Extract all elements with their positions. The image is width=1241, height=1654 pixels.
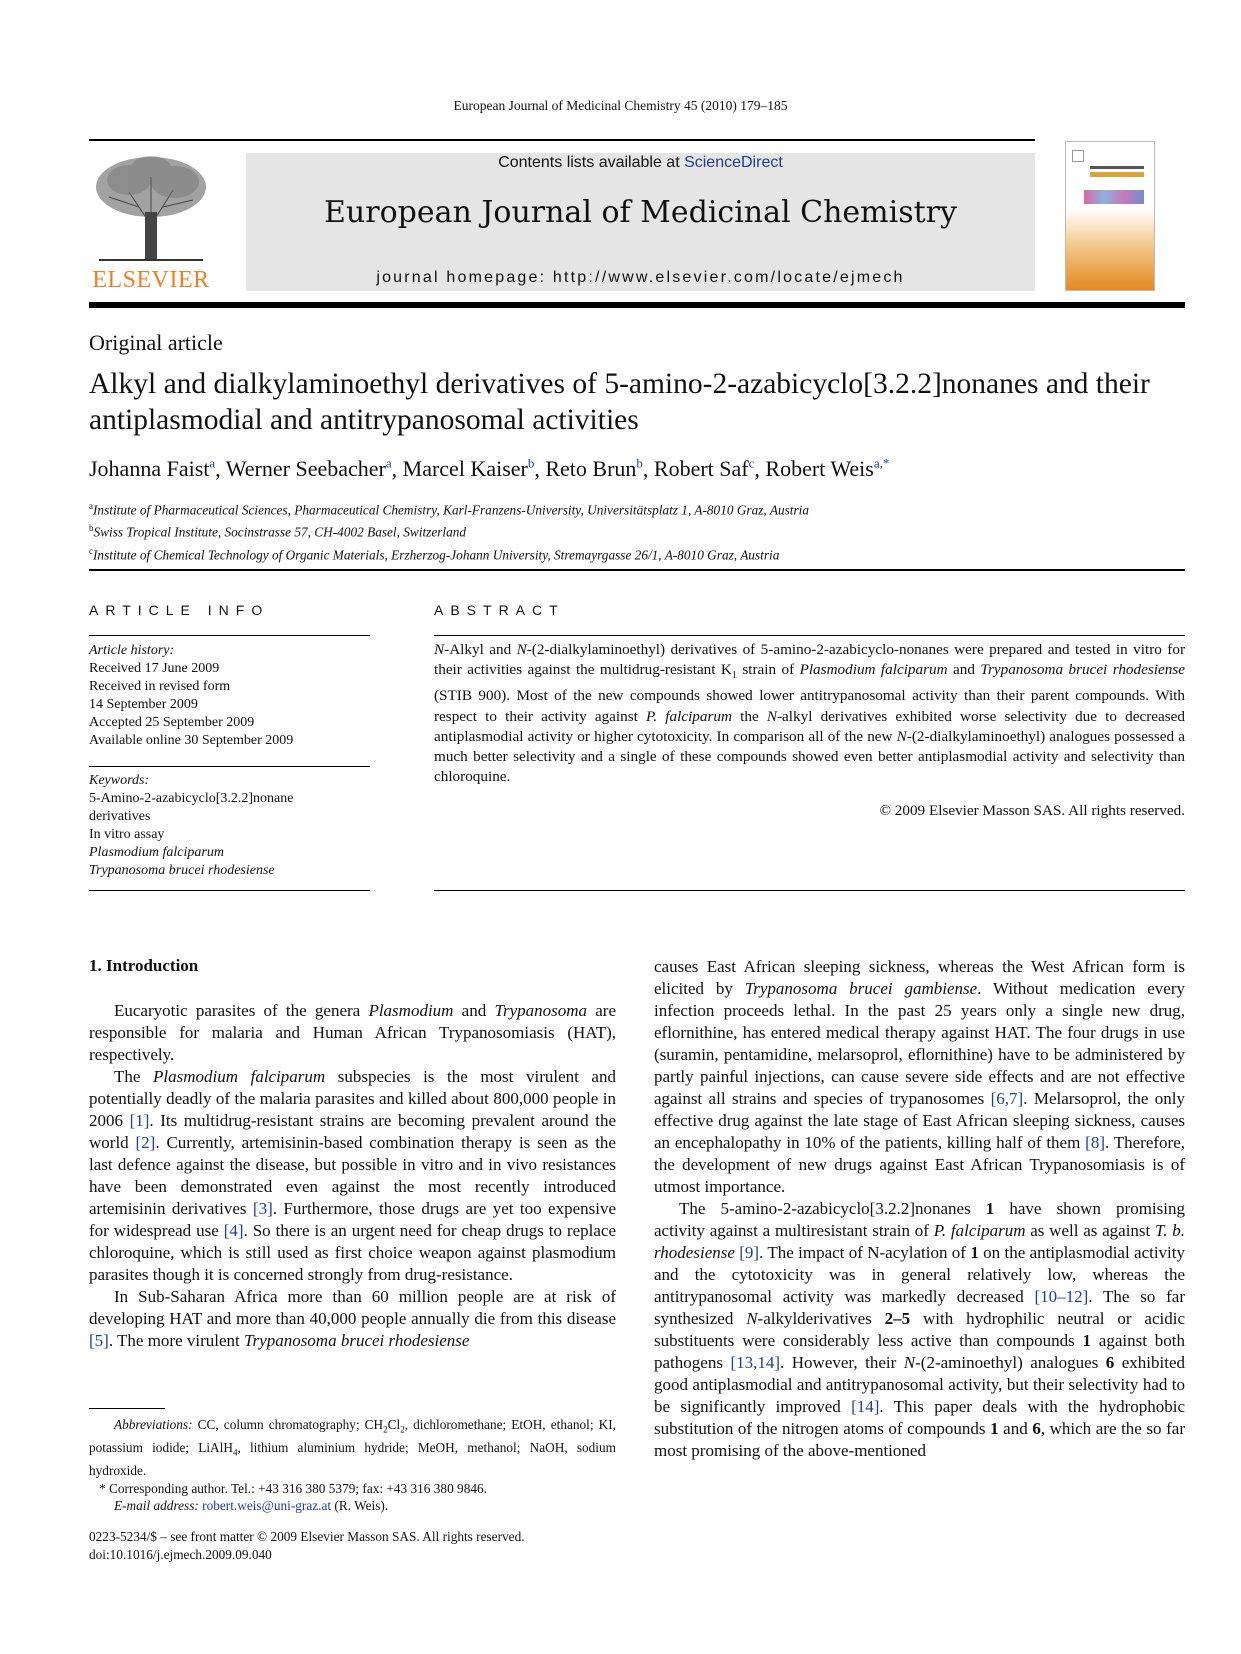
article-title: Alkyl and dialkylaminoethyl derivatives of 5-amino-2-azabicyclo[3.2.2]nonanes and their antiplasmodial and antitrypanosomal activities <box>89 368 1150 436</box>
footnotes <box>89 1416 616 1515</box>
paragraph: In Sub-Saharan Africa more than 60 million people are at risk of developing HAT and more than 40,000 people annually die from this disease [5]. The more virulent Trypanosoma brucei rhodesiense <box>89 1287 616 1350</box>
citation-link[interactable]: [2] <box>135 1133 156 1152</box>
author: Reto Brun$^b$ <box>545 456 643 482</box>
history-item: Received 17 June 2009 <box>89 661 220 676</box>
author: Robert Saf$^c$ <box>653 456 755 482</box>
author-list: Johanna Faist$^a$, Werner Seebacher$^a$, Marcel Kaiser$^b$, Reto Brun$^b$, Robert Saf$^c$, Robert Weis$^{a,*}$ <box>89 456 890 482</box>
front-matter-line: 0223-5234/$ – see front matter © 2009 Elsevier Masson SAS. All rights reserved. <box>89 1529 525 1544</box>
paragraph: Eucaryotic parasites of the genera Plasmodium and Trypanosoma are responsible for malaria and Human African Trypanosomiasis (HAT), respectively. <box>89 1001 616 1064</box>
contents-prefix: Contents lists available at <box>498 154 685 171</box>
paragraph: causes East African sleeping sickness, whereas the West African form is elicited by Trypanosoma brucei gambiense. Without medication every infection proceeds lethal. In the past 25 years only a single new drug, eflornithine, has entered medical therapy against HAT. The four drugs in use (suramin, pentamidine, melarsoprol, eflornithine) have to be administered by partly painful injections, can cause severe side effects and are not effective against all strains and species of trypanosomes [6,7]. Melarsoprol, the only effective drug against the late stage of East African sleeping sickness, causes an encephalopathy in 10% of the patients, killing half of them [8]. Therefore, the development of new drugs against East African Trypanosomiasis is of utmost importance. <box>654 957 1186 1196</box>
history-item: Available online 30 September 2009 <box>89 733 294 748</box>
citation-link[interactable]: [1] <box>129 1111 150 1130</box>
author: Robert Weis$^{a,*}$ <box>765 456 890 482</box>
section-heading-introduction: 1. Introduction <box>89 956 199 975</box>
paragraph: The 5-amino-2-azabicyclo[3.2.2]nonanes 1 have shown promising activity against a multiresistant strain of P. falciparum as well as against T. b. rhodesiense [9]. The impact of N-acylation of 1 on the antiplasmodial activity and the cytotoxicity was in general relatively low, whereas the antitrypanosomal activity was markedly decreased [10–12]. The so far synthesized N-alkylderivatives 2–5 with hydrophilic neutral or acidic substituents were considerably less active than compounds 1 against both pathogens [13,14]. However, their N-(2-aminoethyl) analogues 6 exhibited good antiplasmodial and antitrypanosomal activity, but their selectivity had to be significantly improved [14]. This paper deals with the hydrophobic substitution of the nitrogen atoms of compounds 1 and 6, which are the so far most promising of the above-mentioned <box>654 1199 1186 1460</box>
history-label: Article history: <box>89 643 175 658</box>
affiliation: $^c$Institute of Chemical Technology of Organic Materials, Erzherzog-Johann University, Stremayrgasse 26/1, A-8010 Graz, Austria <box>89 545 780 563</box>
citation-link[interactable]: [9] <box>739 1243 760 1262</box>
top-rule <box>89 139 1035 141</box>
abstract-rule <box>434 635 1185 636</box>
cover-graphic <box>1084 190 1144 204</box>
citation-link[interactable]: [10–12] <box>1034 1287 1089 1306</box>
abstract-rule <box>434 890 1185 891</box>
cover-logo-icon <box>1072 150 1084 162</box>
journal-header-box <box>246 153 1035 291</box>
abstract-heading: ABSTRACT <box>434 602 565 618</box>
header-thick-rule <box>89 302 1185 308</box>
history-item: Accepted 25 September 2009 <box>89 715 255 730</box>
sciencedirect-link[interactable]: ScienceDirect <box>684 154 783 171</box>
abbreviations-footnote: Abbreviations: CC, column chromatography; $CH_2Cl_2$, dichloromethane; EtOH, ethanol; KI, potassium iodide; LiAlH$_4$, lithium aluminium hydride; MeOH, methanol; NaOH, sodium hydroxide. <box>89 1417 616 1479</box>
keywords-label: Keywords: <box>89 773 150 788</box>
front-matter <box>89 1528 689 1563</box>
citation-link[interactable]: [14] <box>851 1397 880 1416</box>
keyword: Trypanosoma brucei rhodesiense <box>89 863 275 878</box>
body-column-right <box>654 956 1185 1462</box>
article-info-rule <box>89 890 370 891</box>
journal-citation: European Journal of Medicinal Chemistry 45 (2010) 179–185 <box>453 98 788 113</box>
keyword: 5-Amino-2-azabicyclo[3.2.2]nonane <box>89 791 294 806</box>
citation-link[interactable]: [13,14] <box>730 1353 781 1372</box>
article-type: Original article <box>89 330 223 355</box>
journal-homepage[interactable]: journal homepage: http://www.elsevier.com/locate/ejmech <box>376 269 905 286</box>
keyword: In vitro assay <box>89 827 165 842</box>
article-info-rule <box>89 766 370 767</box>
keyword: derivatives <box>89 809 151 824</box>
history-item: Received in revised form <box>89 679 231 694</box>
keywords <box>89 772 370 880</box>
citation-link[interactable]: [4] <box>223 1221 244 1240</box>
contents-line <box>246 153 1035 173</box>
elsevier-wordmark: ELSEVIER <box>92 267 210 293</box>
article-info-rule <box>89 635 370 636</box>
keyword: Plasmodium falciparum <box>89 845 224 860</box>
citation-link[interactable]: [3] <box>252 1199 273 1218</box>
journal-cover-thumbnail[interactable] <box>1065 141 1155 291</box>
citation-link[interactable]: [6,7] <box>990 1089 1024 1108</box>
affiliation: $^a$Institute of Pharmaceutical Sciences, Pharmaceutical Chemistry, Karl-Franzens-University, Universitätsplatz 1, A-8010 Graz, Austria <box>89 501 809 518</box>
email-footnote: E-mail address: robert.weis@uni-graz.at (R. Weis). <box>114 1498 389 1514</box>
paragraph: The Plasmodium falciparum subspecies is the most virulent and potentially deadly of the malaria parasites and killed about 800,000 people in 2006 [1]. Its multidrug-resistant strains are becoming prevalent around the world [2]. Currently, artemisinin-based combination therapy is seen as the last defence against the disease, but possible in vitro and in vivo resistances have been demonstrated even against the most recently introduced artemisinin derivatives [3]. Furthermore, those drugs are yet too expensive for widespread use [4]. So there is an urgent need for cheap drugs to replace chloroquine, which is still used as first choice weapon against plasmodium parasites though it is concerned strongly from drug-resistance. <box>89 1067 616 1284</box>
author: Marcel Kaiser$^b$ <box>402 456 535 482</box>
article-history <box>89 642 370 750</box>
citation-link[interactable]: [5] <box>89 1331 109 1350</box>
elsevier-logo[interactable] <box>89 152 213 294</box>
doi[interactable]: doi:10.1016/j.ejmech.2009.09.040 <box>89 1546 272 1562</box>
abstract-copyright: © 2009 Elsevier Masson SAS. All rights reserved. <box>879 802 1185 819</box>
email-link[interactable]: robert.weis@uni-graz.at <box>202 1498 332 1514</box>
cover-title-bar <box>1090 166 1144 169</box>
abstract-text: N-Alkyl and N-(2-dialkylaminoethyl) derivatives of 5-amino-2-azabicyclo-nonanes were prepared and tested in vitro for their activities against the multidrug-resistant $K_1$ strain of Plasmodium falciparum and Trypanosoma brucei rhodesiense (STIB 900). Most of the new compounds showed lower antitrypanosomal activity than their parent compounds. With respect to their activity against P. falciparum the N-alkyl derivatives exhibited worse selectivity due to decreased antiplasmodial activity or higher cytotoxicity. In comparison all of the new N-(2-dialkylaminoethyl) analogues possessed a much better selectivity and a single of these compounds showed even better antiplasmodial activity and selectivity than chloroquine. <box>434 641 1185 786</box>
author: Werner Seebacher$^a$ <box>225 456 392 482</box>
footnote-rule <box>89 1408 165 1409</box>
history-item: 14 September 2009 <box>89 697 198 712</box>
affiliation: $^b$Swiss Tropical Institute, Socinstrasse 57, CH-4002 Basel, Switzerland <box>89 523 467 540</box>
author: Johanna Faist$^a$ <box>89 456 216 482</box>
elsevier-tree-icon <box>89 152 213 264</box>
citation-link[interactable]: [8] <box>1085 1133 1105 1152</box>
cover-title-bar-accent <box>1090 172 1144 177</box>
journal-title: European Journal of Medicinal Chemistry <box>324 195 957 230</box>
affiliations <box>89 497 809 564</box>
body-column-left <box>89 1000 616 1352</box>
title-separator-rule <box>89 569 1185 571</box>
corresponding-author-footnote: * Corresponding author. Tel.: +43 316 380 5379; fax: +43 316 380 9846. <box>99 1480 487 1496</box>
article-info-heading: ARTICLE INFO <box>89 602 270 618</box>
